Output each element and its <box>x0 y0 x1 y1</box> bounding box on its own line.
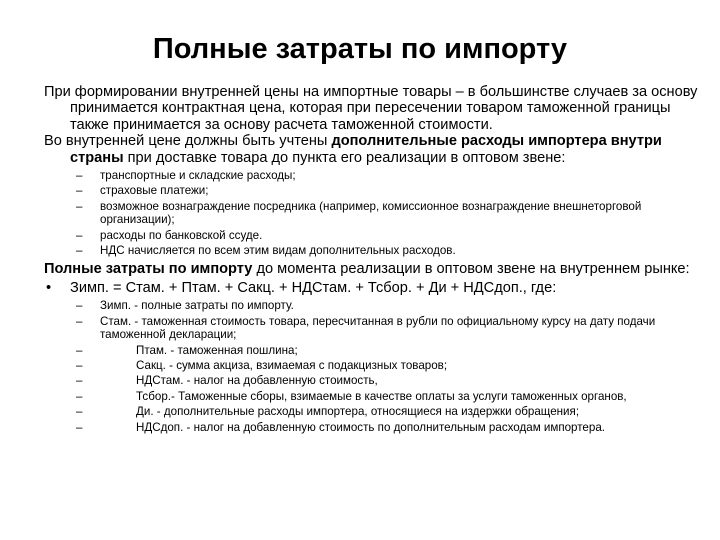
list-item-text: Тсбор.- Таможенные сборы, взимаемые в качестве оплаты за услуги таможенных органов, <box>136 389 627 403</box>
paragraph-additional-expenses <box>44 133 706 166</box>
dash-marker: – <box>76 299 83 313</box>
dash-marker: – <box>76 389 83 403</box>
dash-marker: – <box>76 343 83 357</box>
list-item <box>44 315 706 342</box>
formula-terms-list <box>44 299 706 434</box>
list-item-text: НДС начисляется по всем этим видам дополнительных расходов. <box>100 244 456 258</box>
paragraph-additional-expenses-bold: дополнительные расходы импортера внутри страны <box>70 133 662 166</box>
list-item-text: Зимп. - полные затраты по импорту. <box>100 299 294 313</box>
list-item-text: Ди. - дополнительные расходы импортера, относящиеся на издержки обращения; <box>136 405 580 419</box>
list-item <box>44 405 706 418</box>
list-item-text: Сакц. - сумма акциза, взимаемая с подакцизных товаров; <box>136 358 448 372</box>
list-item <box>44 299 706 312</box>
list-item-text: страховые платежи; <box>100 184 209 198</box>
slide-body <box>44 84 706 438</box>
dash-marker: – <box>76 405 83 419</box>
list-item-text: возможное вознаграждение посредника (например, комиссионное вознаграждение внешнеторговой организации); <box>100 199 642 227</box>
dash-marker: – <box>76 420 83 434</box>
dash-marker: – <box>76 228 83 242</box>
dash-marker: – <box>76 184 83 198</box>
formula-row <box>44 280 706 296</box>
list-item-text: транспортные и складские расходы; <box>100 169 296 183</box>
list-item <box>44 344 706 357</box>
paragraph-full-costs-bold: Полные затраты по импорту <box>44 261 253 278</box>
paragraph-additional-expenses-pre: Во внутренней цене должны быть учтены <box>44 133 332 150</box>
list-item <box>44 390 706 403</box>
formula: Зимп. = Стам. + Птам. + Сакц. + НДСтам. + Тсбор. + Ди + НДСдоп., где: <box>70 279 557 296</box>
slide-title: Полные затраты по импорту <box>152 33 568 65</box>
dash-marker: – <box>76 374 83 388</box>
list-item-text: НДСдоп. - налог на добавленную стоимость по дополнительным расходам импортера. <box>136 420 605 434</box>
dash-marker: – <box>76 358 83 372</box>
list-item-text: расходы по банковской ссуде. <box>100 228 263 242</box>
list-item-text: Стам. - таможенная стоимость товара, пересчитанная в рубли по официальному курсу на дату подачи таможенной декларации; <box>100 314 656 342</box>
list-item <box>44 421 706 434</box>
paragraph-contract-price: При формировании внутренней цены на импортные товары – в большинстве случаев за основу принимается контрактная цена, которая при пересечении товаром таможенной границы также принимается за основу расчета таможенной стоимости. <box>44 84 698 133</box>
dash-marker: – <box>76 314 83 328</box>
expenses-list <box>44 169 706 257</box>
list-item <box>44 184 706 197</box>
list-item <box>44 244 706 257</box>
list-item <box>44 169 706 182</box>
paragraph-full-costs-post: до момента реализации в оптовом звене на внутреннем рынке: <box>252 261 690 278</box>
list-item <box>44 200 706 227</box>
list-item-text: НДСтам. - налог на добавленную стоимость, <box>136 374 378 388</box>
dash-marker: – <box>76 199 83 213</box>
dash-marker: – <box>76 169 83 183</box>
paragraph-full-costs <box>44 261 706 277</box>
list-item-text: Птам. - таможенная пошлина; <box>136 343 298 357</box>
list-item <box>44 359 706 372</box>
bullet-icon: • <box>46 279 52 296</box>
paragraph-additional-expenses-post: при доставке товара до пункта его реализации в оптовом звене: <box>123 149 566 166</box>
list-item <box>44 229 706 242</box>
list-item <box>44 374 706 387</box>
dash-marker: – <box>76 244 83 258</box>
